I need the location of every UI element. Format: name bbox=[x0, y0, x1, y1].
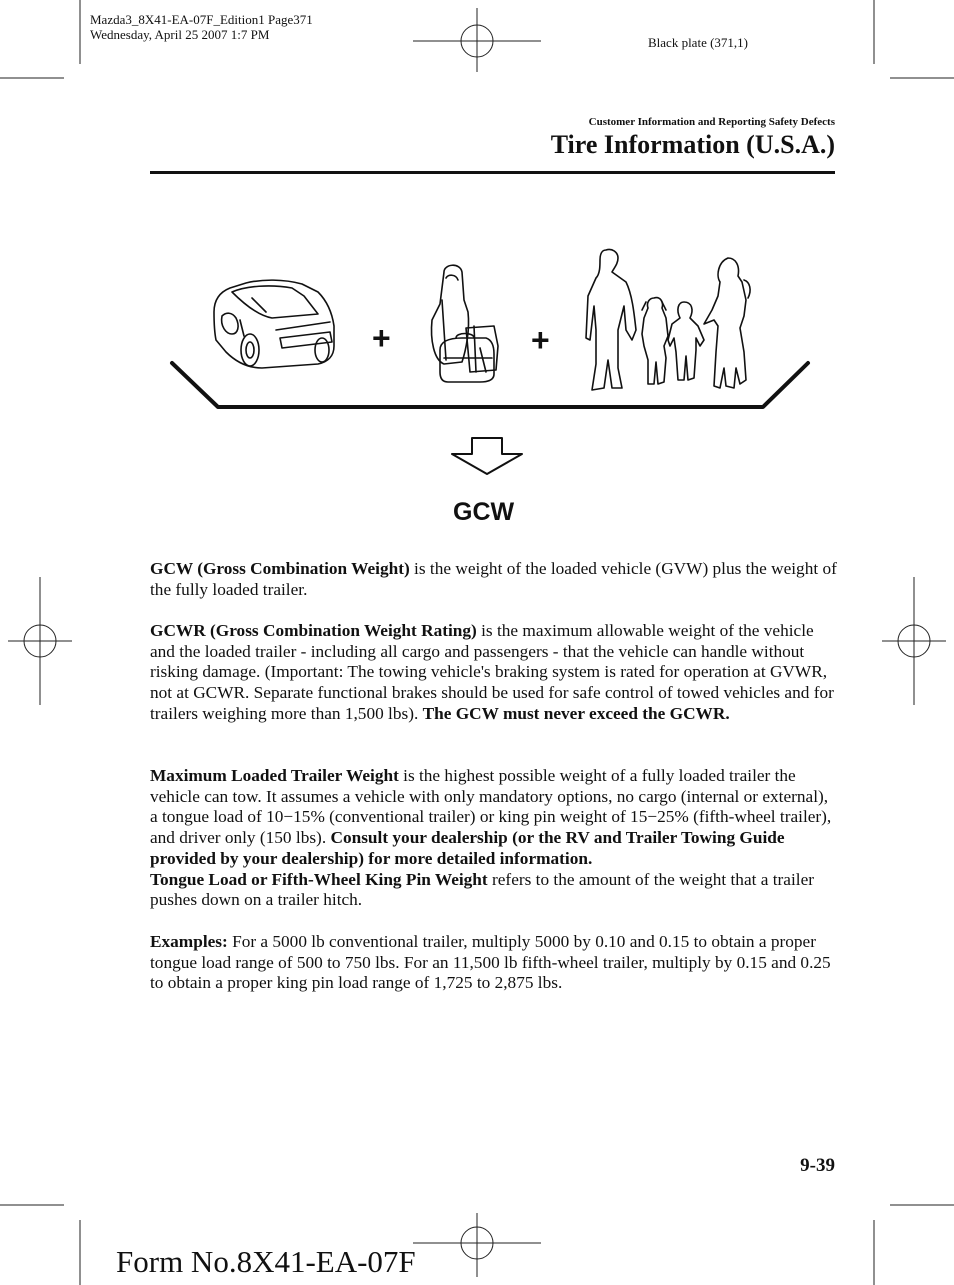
plus-sign-2: + bbox=[531, 322, 550, 358]
emphasis-gcwr: The GCW must never exceed the GCWR. bbox=[422, 703, 730, 723]
car-icon bbox=[214, 280, 334, 368]
gcw-figure bbox=[0, 0, 954, 540]
print-meta-line2: Wednesday, April 25 2007 1:7 PM bbox=[90, 27, 270, 42]
text-gcw: is the weight of the loaded vehicle (GVW) plus the weight of the fully loaded trailer. bbox=[150, 559, 837, 599]
luggage-icon bbox=[432, 265, 499, 382]
plate-label: Black plate (371,1) bbox=[648, 35, 748, 50]
bracket-line bbox=[172, 363, 808, 407]
text-gcwr: is the maximum allowable weight of the vehicle and the loaded trailer - including all cargo and passengers - that the vehicle can handle without risking damage. (Important: The towing vehicle's braking system is rated for operation at GVWR, not at GCWR. Separate functional brakes should be used for safe control of towed vehicles and for trailers weighing more than 1,500 lbs). bbox=[150, 621, 834, 723]
paragraph-examples bbox=[150, 932, 838, 994]
down-arrow-icon bbox=[452, 438, 522, 474]
text-max-trailer-weight: is the highest possible weight of a fully loaded trailer the vehicle can tow. It assumes a vehicle with only mandatory options, no cargo (internal or external), a tongue load of 10−15% (conventional trailer) or king pin weight of 15−25% (fifth-wheel trailer), and driver only (150 lbs). bbox=[150, 766, 832, 848]
term-max-trailer-weight: Maximum Loaded Trailer Weight bbox=[150, 766, 399, 785]
page-number: 9-39 bbox=[800, 1155, 835, 1176]
emphasis-consult-dealer: Consult your dealership (or the RV and Trailer Towing Guide provided by your dealership) for more detailed information. bbox=[150, 828, 785, 868]
page-title: Tire Information (U.S.A.) bbox=[550, 130, 835, 159]
term-gcwr: GCWR (Gross Combination Weight Rating) bbox=[150, 621, 477, 640]
gcw-label: GCW bbox=[453, 498, 515, 526]
section-heading: Customer Information and Reporting Safety Defects bbox=[588, 116, 835, 128]
paragraph-gcwr bbox=[150, 621, 838, 725]
term-tongue-load: Tongue Load or Fifth-Wheel King Pin Weight bbox=[150, 869, 488, 889]
paragraph-max-trailer-weight bbox=[150, 766, 838, 911]
text-tongue-load: refers to the amount of the weight that a trailer pushes down on a trailer hitch. bbox=[150, 869, 814, 910]
text-examples: For a 5000 lb conventional trailer, multiply 5000 by 0.10 and 0.15 to obtain a proper tongue load range of 500 to 750 lbs. For an 11,500 lb fifth-wheel trailer, multiply by 0.15 and 0.25 to obtain a proper king pin load range of 1,725 to 2,875 lbs. bbox=[150, 932, 831, 993]
plus-sign-1: + bbox=[372, 320, 391, 356]
print-meta-line1: Mazda3_8X41-EA-07F_Edition1 Page371 bbox=[90, 12, 313, 27]
form-number: Form No.8X41-EA-07F bbox=[116, 1244, 416, 1279]
term-gcw: GCW (Gross Combination Weight) bbox=[150, 559, 410, 578]
family-icon bbox=[586, 249, 750, 390]
term-examples: Examples: bbox=[150, 932, 228, 951]
paragraph-gcw bbox=[150, 559, 838, 600]
